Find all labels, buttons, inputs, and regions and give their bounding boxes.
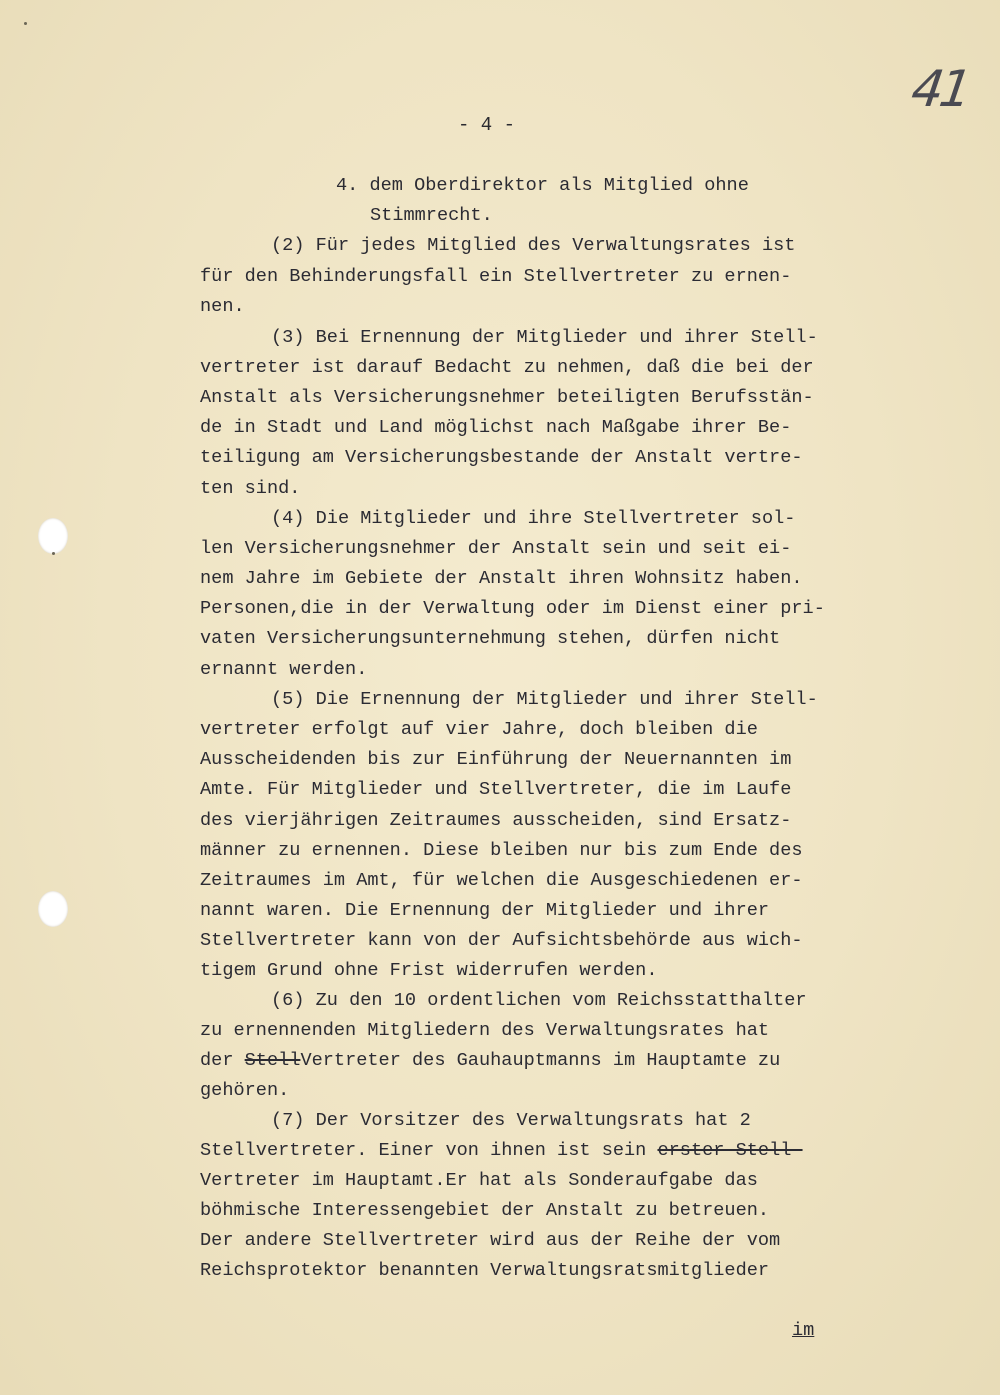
text-line: Vertreter im Hauptamt.Er hat als Sonderaufgabe das	[200, 1170, 758, 1191]
text-line: Ausscheidenden bis zur Einführung der Neuernannten im	[200, 749, 792, 770]
paper-speck	[24, 22, 27, 25]
text-line: vaten Versicherungsunternehmung stehen, dürfen nicht	[200, 628, 781, 649]
punch-hole	[38, 518, 68, 554]
text-segment: Vertreter des Gauhauptmanns im Hauptamte zu	[300, 1050, 781, 1071]
text-line: nem Jahre im Gebiete der Anstalt ihren Wohnsitz haben.	[200, 568, 803, 589]
text-line: (5) Die Ernennung der Mitglieder und ihrer Stell-	[271, 689, 818, 710]
text-line: Stellvertreter kann von der Aufsichtsbehörde aus wich-	[200, 930, 803, 951]
text-segment: der	[200, 1050, 245, 1071]
text-line: Anstalt als Versicherungsnehmer beteiligten Berufsstän-	[200, 387, 814, 408]
text-line: len Versicherungsnehmer der Anstalt sein und seit ei-	[200, 538, 792, 559]
text-line: ernannt werden.	[200, 659, 368, 680]
struck-text: erster Stell-	[657, 1140, 803, 1161]
text-line: für den Behinderungsfall ein Stellvertreter zu ernen-	[200, 266, 792, 287]
catchword: im	[792, 1320, 815, 1341]
text-line: männer zu ernennen. Diese bleiben nur bis zum Ende des	[200, 840, 803, 861]
text-line: vertreter ist darauf Bedacht zu nehmen, daß die bei der	[200, 357, 814, 378]
paper-speck	[52, 552, 55, 555]
text-line: (4) Die Mitglieder und ihre Stellvertreter sol-	[271, 508, 796, 529]
text-line: nannt waren. Die Ernennung der Mitglieder und ihrer	[200, 900, 770, 921]
text-line: Amte. Für Mitglieder und Stellvertreter, die im Laufe	[200, 779, 792, 800]
text-line: (7) Der Vorsitzer des Verwaltungsrats hat 2	[271, 1110, 751, 1131]
punch-hole	[38, 891, 68, 927]
text-line: de in Stadt und Land möglichst nach Maßgabe ihrer Be-	[200, 417, 792, 438]
text-segment: Stellvertreter. Einer von ihnen ist sein	[200, 1140, 658, 1161]
text-line: nen.	[200, 296, 245, 317]
text-line: Der andere Stellvertreter wird aus der Reihe der vom	[200, 1230, 781, 1251]
page-number: - 4 -	[458, 114, 516, 136]
text-line: gehören.	[200, 1080, 290, 1101]
text-line-with-correction	[200, 1052, 780, 1071]
text-line: teiligung am Versicherungsbestande der Anstalt vertre-	[200, 447, 803, 468]
text-line: Stimmrecht.	[370, 205, 493, 226]
struck-text: Stell	[244, 1050, 301, 1071]
handwritten-page-number: 41	[907, 60, 972, 118]
text-line: zu ernennenden Mitgliedern des Verwaltungsrates hat	[200, 1020, 770, 1041]
text-line: (3) Bei Ernennung der Mitglieder und ihrer Stell-	[271, 327, 818, 348]
text-line: (6) Zu den 10 ordentlichen vom Reichsstatthalter	[271, 990, 807, 1011]
text-line: Personen,die in der Verwaltung oder im Dienst einer pri-	[200, 598, 825, 619]
text-line: Zeitraumes im Amt, für welchen die Ausgeschiedenen er-	[200, 870, 803, 891]
text-line: Reichsprotektor benannten Verwaltungsratsmitglieder	[200, 1260, 770, 1281]
text-line: tigem Grund ohne Frist widerrufen werden.	[200, 960, 658, 981]
text-line-with-correction	[200, 1142, 803, 1161]
text-line: vertreter erfolgt auf vier Jahre, doch bleiben die	[200, 719, 758, 740]
text-line: 4. dem Oberdirektor als Mitglied ohne	[336, 175, 749, 196]
text-line: böhmische Interessengebiet der Anstalt zu betreuen.	[200, 1200, 770, 1221]
text-line: des vierjährigen Zeitraumes ausscheiden, sind Ersatz-	[200, 810, 792, 831]
text-line: ten sind.	[200, 478, 301, 499]
text-line: (2) Für jedes Mitglied des Verwaltungsrates ist	[271, 235, 796, 256]
